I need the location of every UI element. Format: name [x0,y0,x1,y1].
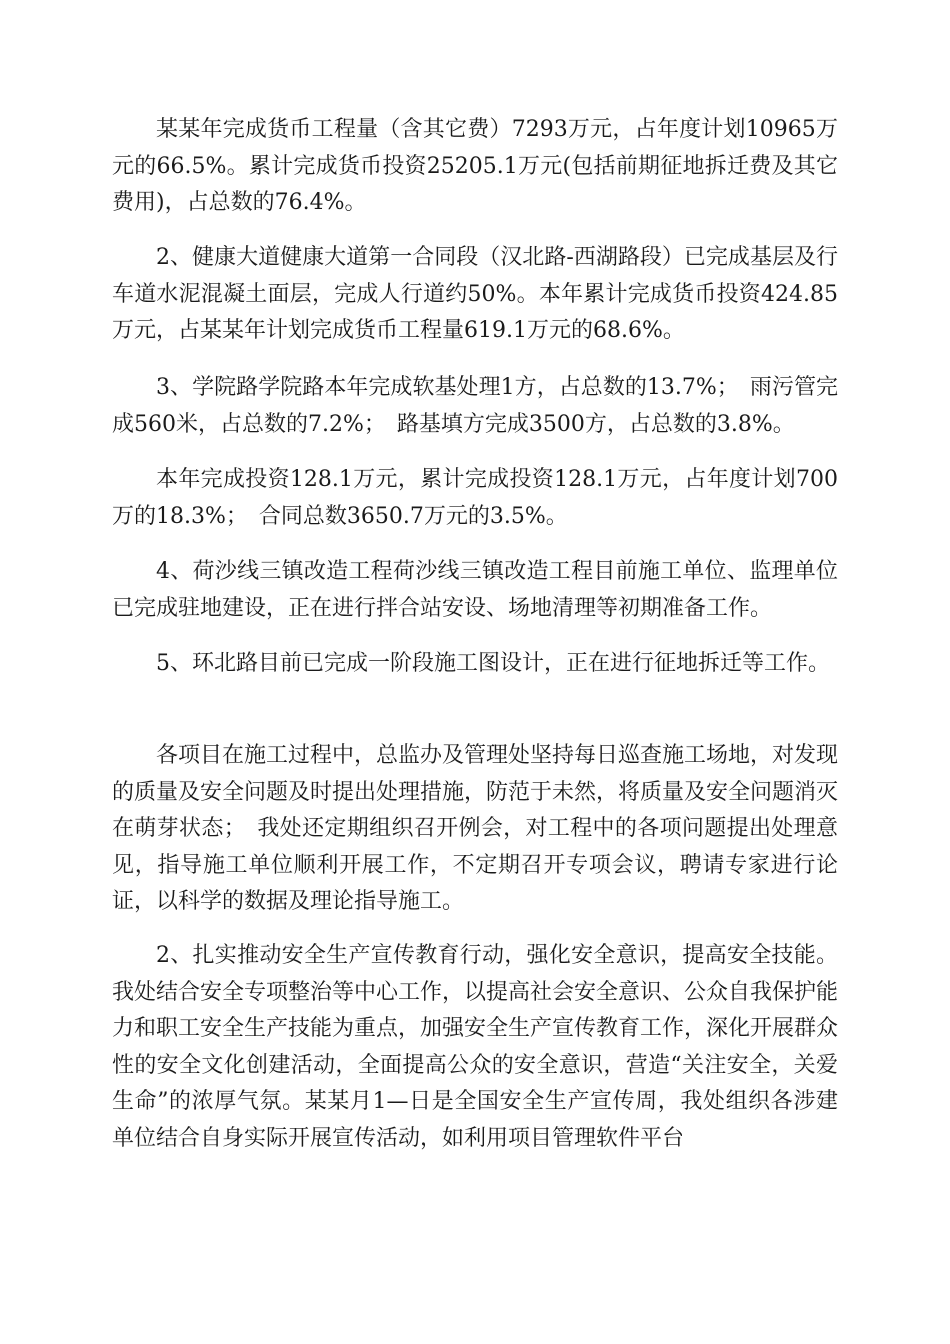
paragraph-6: 5、环北路目前已完成一阶段施工图设计，正在进行征地拆迁等工作。 [156,651,830,676]
paragraph-1: 某某年完成货币工程量（含其它费）7293万元，占年度计划10965万元的66.5%。累计完成货币投资25205.1万元(包括前期征地拆迁费及其它费用)，占总数的76.4%。 [112,117,838,215]
paragraph-8: 2、扎实推动安全生产宣传教育行动，强化安全意识，提高安全技能。我处结合安全专项整治等中心工作，以提高社会安全意识、公众自我保护能力和职工安全生产技能为重点，加强安全生产宣传教育工作，深化开展群众性的安全文化创建活动，全面提高公众的安全意识，营造“关注安全，关爱生命”的浓厚气氛。某某月1—日是全国安全生产宣传周，我处组织各涉建单位结合自身实际开展宣传活动，如利用项目管理软件平台 [112,943,839,1151]
paragraph-5: 4、荷沙线三镇改造工程荷沙线三镇改造工程目前施工单位、监理单位已完成驻地建设，正在进行拌合站安设、场地清理等初期准备工作。 [112,559,838,621]
paragraph-3: 3、学院路学院路本年完成软基处理1方，占总数的13.7%； 雨污管完成560米，占总数的7.2%； 路基填方完成3500方，占总数的3.8%。 [112,375,838,437]
paragraph-4: 本年完成投资128.1万元，累计完成投资128.1万元，占年度计划700万的18.3%； 合同总数3650.7万元的3.5%。 [112,467,838,529]
paragraph-2: 2、健康大道健康大道第一合同段（汉北路-西湖路段）已完成基层及行车道水泥混凝土面层，完成人行道约50%。本年累计完成货币投资424.85万元，占某某年计划完成货币工程量619.1万元的68.6%。 [112,245,838,343]
paragraph-7: 各项目在施工过程中，总监办及管理处坚持每日巡查施工场地，对发现的质量及安全问题及时提出处理措施，防范于未然，将质量及安全问题消灭在萌芽状态； 我处还定期组织召开例会，对工程中的各项问题提出处理意见，指导施工单位顺利开展工作，不定期召开专项会议，聘请专家进行论证，以科学的数据及理论指导施工。 [112,743,839,914]
